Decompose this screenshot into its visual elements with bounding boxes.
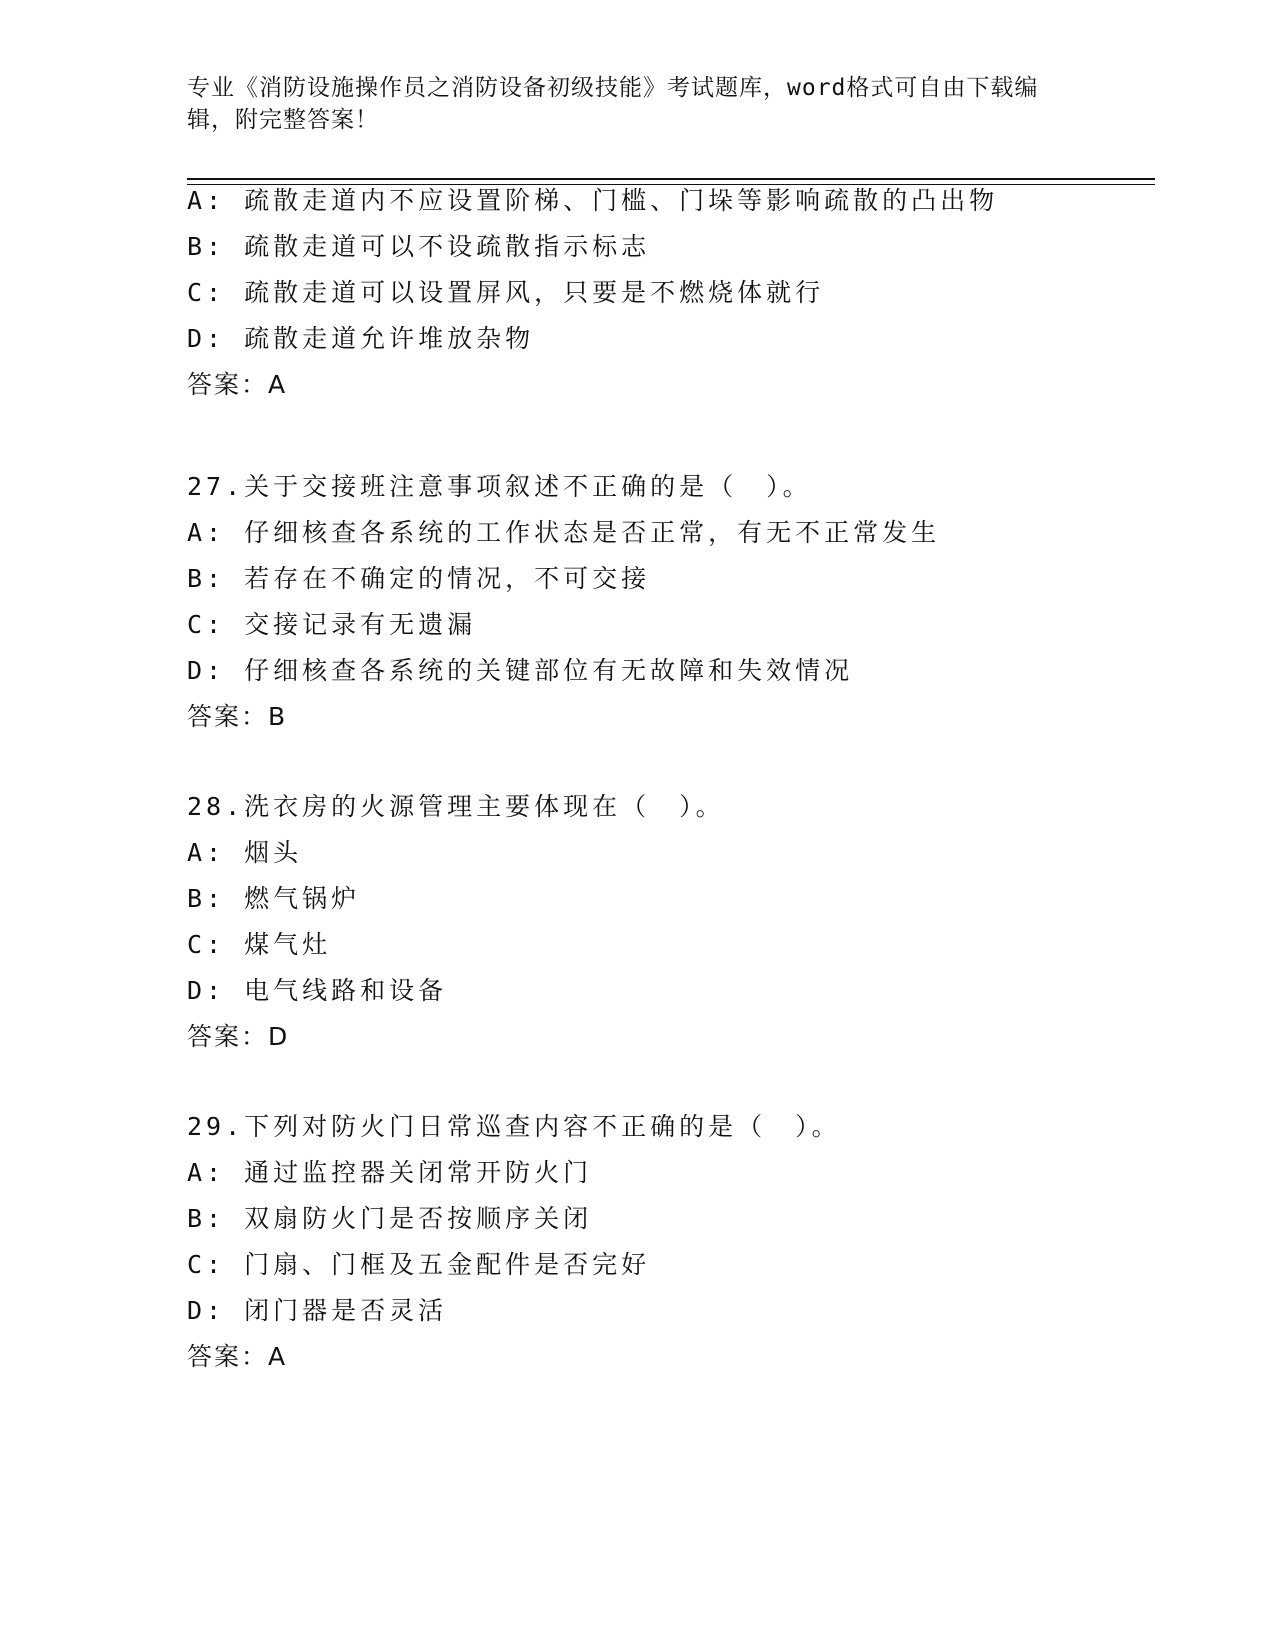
option-c: C: 煤气灶: [187, 930, 332, 959]
question-stem: 29.下列对防火门日常巡查内容不正确的是（ ）。: [187, 1112, 841, 1141]
answer-line: 答案：A: [187, 1342, 288, 1371]
option-a: A: 疏散走道内不应设置阶梯、门槛、门垛等影响疏散的凸出物: [187, 186, 999, 215]
option-b: B: 双扇防火门是否按顺序关闭: [187, 1204, 593, 1233]
option-d: D: 闭门器是否灵活: [187, 1296, 448, 1325]
option-d: D: 仔细核查各系统的关键部位有无故障和失效情况: [187, 656, 854, 685]
option-c: C: 门扇、门框及五金配件是否完好: [187, 1250, 651, 1279]
option-c: C: 交接记录有无遗漏: [187, 610, 477, 639]
header-line-2: 辑，附完整答案！: [187, 107, 379, 133]
option-c: C: 疏散走道可以设置屏风，只要是不燃烧体就行: [187, 278, 825, 307]
question-block-29: [187, 1104, 1155, 1380]
answer-line: 答案：B: [187, 702, 288, 731]
question-block-27: [187, 464, 1155, 740]
option-d: D: 疏散走道允许堆放杂物: [187, 324, 535, 353]
option-b: B: 疏散走道可以不设疏散指示标志: [187, 232, 651, 261]
question-block-28: [187, 784, 1155, 1060]
option-d: D: 电气线路和设备: [187, 976, 448, 1005]
option-a: A: 仔细核查各系统的工作状态是否正常，有无不正常发生: [187, 518, 941, 547]
answer-line: 答案：A: [187, 370, 288, 399]
header-line-1: 专业《消防设施操作员之消防设备初级技能》考试题库，word格式可自由下载编: [187, 75, 1039, 101]
document-header: [187, 72, 1067, 136]
option-b: B: 燃气锅炉: [187, 884, 361, 913]
question-stem: 28.洗衣房的火源管理主要体现在（ ）。: [187, 792, 725, 821]
option-b: B: 若存在不确定的情况，不可交接: [187, 564, 651, 593]
question-stem: 27.关于交接班注意事项叙述不正确的是（ ）。: [187, 472, 812, 501]
option-a: A: 烟头: [187, 838, 303, 867]
question-block-26: [187, 178, 1155, 408]
option-a: A: 通过监控器关闭常开防火门: [187, 1158, 593, 1187]
answer-line: 答案：D: [187, 1022, 290, 1051]
